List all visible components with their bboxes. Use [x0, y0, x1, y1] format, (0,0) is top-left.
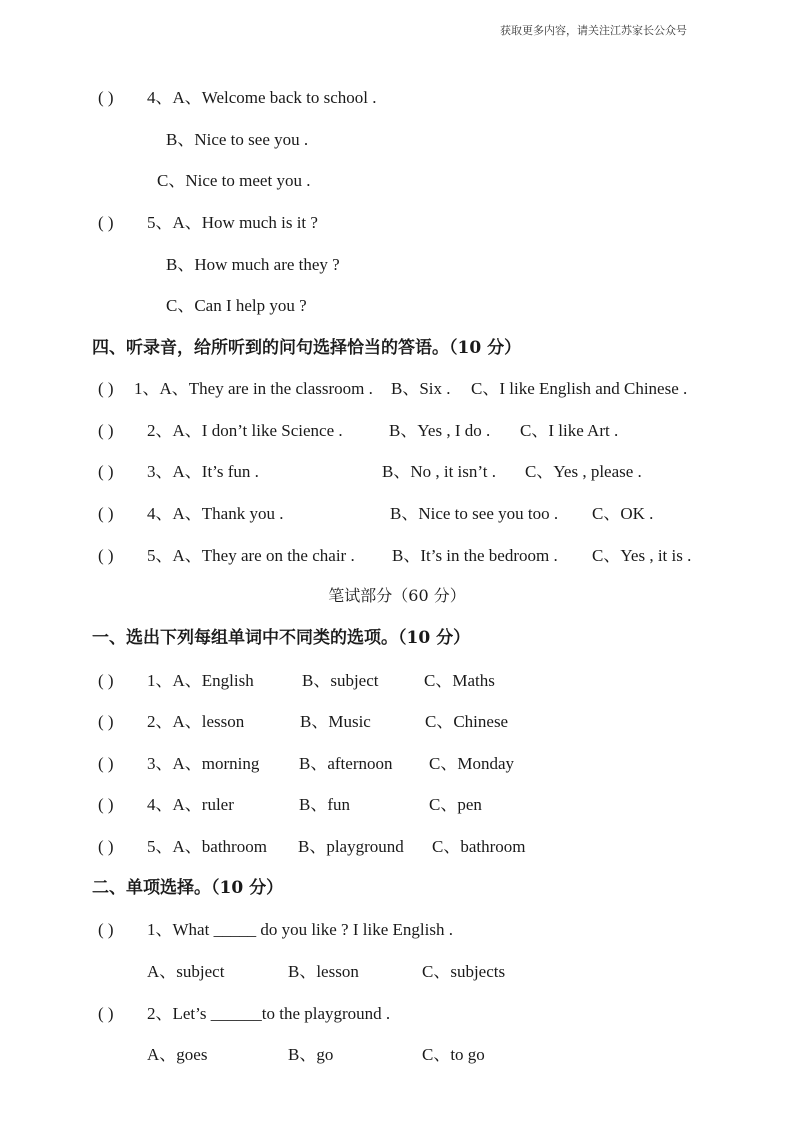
option-b: B、Yes , I do . — [389, 421, 491, 440]
option-c: C、Can I help you ? — [166, 296, 307, 315]
option-a: 2、A、lesson — [147, 712, 245, 731]
option-b: B、fun — [299, 795, 350, 814]
option-b: B、How much are they ? — [166, 255, 340, 274]
option-b: B、subject — [302, 671, 379, 690]
option-c: C、I like English and Chinese . — [471, 379, 688, 398]
option-b: B、playground — [298, 837, 404, 856]
answer-paren[interactable]: ( ) — [98, 504, 114, 523]
option-c: C、bathroom — [432, 837, 526, 856]
answer-paren[interactable]: ( ) — [98, 379, 114, 398]
option-a: 5、A、bathroom — [147, 837, 267, 856]
option-c: C、Nice to meet you . — [157, 171, 311, 190]
header-note: 获取更多内容，请关注江苏家长公众号 — [500, 24, 687, 37]
option-c: C、pen — [429, 795, 482, 814]
answer-paren[interactable]: ( ) — [98, 837, 114, 856]
option-a: 3、A、It’s fun . — [147, 462, 259, 481]
option-c: C、Yes , it is . — [592, 546, 692, 565]
section-heading: 一、选出下列每组单词中不同类的选项。（10 分） — [92, 628, 471, 648]
answer-paren[interactable]: ( ) — [98, 462, 114, 481]
section-heading: 二、单项选择。（10 分） — [92, 878, 284, 898]
section-heading: 四、听录音，给所听到的问句选择恰当的答语。（10 分） — [92, 338, 522, 358]
option-c: C、I like Art . — [520, 421, 619, 440]
option-a: 5、A、They are on the chair . — [147, 546, 355, 565]
answer-paren[interactable]: ( ) — [98, 671, 114, 690]
option-a: 5、A、How much is it ? — [147, 213, 318, 232]
option-b: B、Nice to see you too . — [390, 504, 559, 523]
option-b: B、afternoon — [299, 754, 393, 773]
written-part-title: 笔试部分（60 分） — [328, 586, 466, 605]
option-b: B、It’s in the bedroom . — [392, 546, 558, 565]
option-a: 4、A、Welcome back to school . — [147, 88, 377, 107]
option-c: C、subjects — [422, 962, 506, 981]
option-a: 1、A、They are in the classroom . — [134, 379, 373, 398]
option-b: B、lesson — [288, 962, 359, 981]
answer-paren[interactable]: ( ) — [98, 88, 114, 107]
option-a: 3、A、morning — [147, 754, 260, 773]
option-b: B、No , it isn’t . — [382, 462, 496, 481]
option-a: 4、A、ruler — [147, 795, 234, 814]
option-a: 1、A、English — [147, 671, 254, 690]
option-a: A、subject — [147, 962, 225, 981]
option-c: C、Monday — [429, 754, 514, 773]
question-text: 1、What _____ do you like ? I like English . — [147, 920, 453, 939]
option-c: C、Chinese — [425, 712, 509, 731]
answer-paren[interactable]: ( ) — [98, 421, 114, 440]
answer-paren[interactable]: ( ) — [98, 754, 114, 773]
option-a: A、goes — [147, 1045, 208, 1064]
option-c: C、to go — [422, 1045, 485, 1064]
answer-paren[interactable]: ( ) — [98, 1004, 114, 1023]
answer-paren[interactable]: ( ) — [98, 712, 114, 731]
option-b: B、Music — [300, 712, 371, 731]
answer-paren[interactable]: ( ) — [98, 546, 114, 565]
option-c: C、Maths — [424, 671, 495, 690]
option-b: B、Six . — [391, 379, 451, 398]
answer-paren[interactable]: ( ) — [98, 920, 114, 939]
option-c: C、OK . — [592, 504, 654, 523]
option-b: B、Nice to see you . — [166, 130, 309, 149]
option-c: C、Yes , please . — [525, 462, 642, 481]
option-b: B、go — [288, 1045, 334, 1064]
option-a: 4、A、Thank you . — [147, 504, 284, 523]
question-text: 2、Let’s ______to the playground . — [147, 1004, 391, 1023]
answer-paren[interactable]: ( ) — [98, 213, 114, 232]
answer-paren[interactable]: ( ) — [98, 795, 114, 814]
option-a: 2、A、I don’t like Science . — [147, 421, 343, 440]
